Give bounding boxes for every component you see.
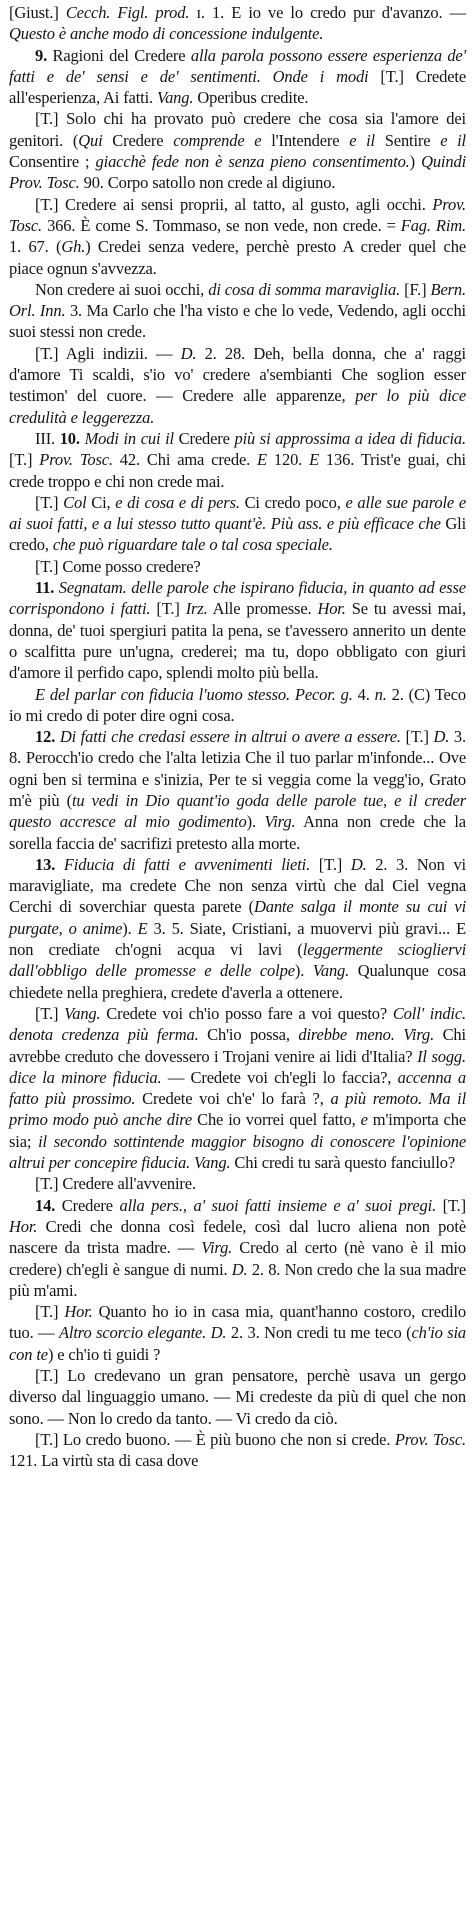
- entry-paragraph-p4: [9, 194, 466, 279]
- text-segment: Vang.: [64, 1003, 101, 1023]
- text-segment: 9.: [35, 45, 48, 65]
- text-segment: 14.: [35, 1195, 56, 1215]
- text-segment: ) Credei senza vedere, perchè presto A creder quel che piace ognun s'avvezza.: [9, 237, 466, 278]
- text-segment: Quanto ho io in casa mia, quant'hanno costoro, credilo tuo. —: [9, 1302, 467, 1343]
- entry-paragraph-p13: [9, 854, 466, 1003]
- text-segment: di cosa di somma maraviglia.: [208, 279, 401, 299]
- text-segment: [T.] Come posso credere?: [35, 556, 201, 576]
- entry-paragraph-p19: [9, 1429, 466, 1472]
- text-segment: n.: [374, 684, 387, 704]
- dictionary-entry-credere: [9, 2, 466, 1471]
- text-segment: Credete voi ch'io posso fare a voi questo?: [100, 1003, 393, 1023]
- text-segment: Hor.: [317, 599, 346, 619]
- text-segment: ɪ. 1. E io ve lo credo pur d'avanzo. —: [189, 3, 466, 22]
- text-segment: Hor.: [64, 1302, 93, 1322]
- text-segment: Virg.: [264, 812, 296, 832]
- text-segment: [T.]: [35, 1003, 65, 1023]
- text-segment: Non credere ai suoi occhi,: [35, 279, 209, 299]
- text-segment: Anna non crede che la sorella faccia de' sacrifizi pretesto alla morte.: [9, 812, 466, 853]
- text-segment: Coll' indic. denota credenza più ferma.: [9, 1003, 466, 1045]
- text-segment: accenna a fatto più prossimo.: [9, 1067, 467, 1109]
- entry-paragraph-p10: [9, 577, 466, 683]
- text-segment: Quindi Prov. Tosc.: [9, 152, 466, 193]
- text-segment: Vang.: [156, 88, 194, 108]
- text-segment: e alle sue parole e ai suoi fatti, e a lui stesso tutto quant'è. Più ass. e più efficace che: [9, 492, 467, 534]
- text-segment: comprende e: [173, 130, 262, 150]
- text-segment: ).: [122, 918, 138, 938]
- text-segment: Credete voi ch'e' lo farà ?,: [135, 1089, 331, 1109]
- text-segment: [T.]: [310, 854, 351, 874]
- text-segment: Ci,: [86, 492, 116, 512]
- text-segment: 366. È come S. Tommaso, se non vede, non crede. =: [42, 215, 401, 235]
- text-segment: Gh.: [61, 237, 86, 257]
- text-segment: Credo al certo (nè vano è il mio credere) ch'egli è sangue di numi.: [9, 1238, 466, 1279]
- text-segment: 2. 28. Deh, bella donna, che a' raggi d'amore Ti scaldi, s'io vo' credere a'sembianti Che soglion esser testimon' del cuore. — Credere alle apparenze,: [9, 343, 466, 406]
- text-segment: 2. 3. Non vi maravigliate, ma credete Che non senza virtù che dal Ciel vegna Cerchi di soverchiar questa parete (: [9, 854, 466, 917]
- text-segment: 11.: [35, 578, 55, 598]
- text-segment: 3. Ma Carlo che l'ha visto e che lo vede, Vedendo, agli occhi suoi stessi non crede.: [9, 301, 466, 342]
- entry-paragraph-p12: [9, 726, 466, 854]
- text-segment: Qualunque cosa chiedete nella preghiera, credete d'averla a ottenere.: [9, 961, 467, 1002]
- text-segment: [T.]: [436, 1195, 467, 1215]
- text-segment: 42. Chi ama crede.: [112, 450, 258, 470]
- text-segment: 4.: [352, 684, 375, 704]
- text-segment: Modi in cui il: [79, 428, 179, 448]
- text-segment: Prov. Tosc.: [9, 194, 466, 235]
- text-segment: Credere: [55, 1195, 120, 1215]
- text-segment: Credere: [102, 130, 174, 150]
- entry-paragraph-p2: [9, 45, 466, 109]
- entry-paragraph-p1: [9, 2, 466, 45]
- text-segment: [T.] Lo credevano un gran pensatore, perchè usava un gergo diverso dal linguaggio umano. — Mi credeste da più di quel che non sono. — Non lo credo da tanto. — Vi credo da ciò.: [9, 1366, 466, 1428]
- text-segment: [T.] Solo chi ha provato può credere che cosa sia l'amore dei genitori. (: [9, 109, 466, 150]
- text-segment: più si approssima a idea di fiducia.: [229, 428, 467, 448]
- text-segment: 90. Corpo satollo non crede al digiuno.: [79, 173, 336, 193]
- text-segment: [T.] Credete all'esperienza, Ai fatti.: [9, 66, 466, 108]
- text-segment: Consentire ;: [9, 152, 96, 172]
- text-segment: Qui: [78, 130, 103, 150]
- text-segment: Prov. Tosc.: [39, 450, 113, 470]
- text-segment: Operibus credite.: [193, 88, 309, 108]
- text-segment: ).: [294, 961, 313, 981]
- text-segment: 1. 67. (: [9, 237, 62, 257]
- text-segment: Di fatti che credasi essere in altrui o avere a essere.: [55, 727, 401, 747]
- text-segment: ) e ch'io ti guidi ?: [47, 1344, 161, 1364]
- text-segment: 3. 5. Siate, Cristiani, a muovervi più gravi... E non crediate ch'ogni acqua vi lavi (: [9, 918, 467, 960]
- text-segment: [T.]: [9, 450, 40, 470]
- text-segment: E: [137, 918, 148, 938]
- text-segment: Fag. Rim.: [400, 215, 466, 235]
- text-segment: il secondo sottintende maggior bisogno di conoscere l'opinione altrui per concepire fiducia. Vang.: [9, 1131, 467, 1173]
- entry-paragraph-p9: [9, 556, 466, 577]
- text-segment: Col: [63, 492, 87, 512]
- text-segment: Cecch. Figl. prod.: [65, 3, 190, 22]
- text-segment: III.: [35, 428, 60, 448]
- text-segment: [T.]: [150, 599, 186, 619]
- text-segment: e di cosa e di pers.: [115, 492, 240, 512]
- text-segment: 121. La virtù sta di casa dove: [9, 1451, 199, 1471]
- text-segment: Chi credi tu sarà questo fanciullo?: [230, 1153, 456, 1173]
- text-segment: Irz.: [185, 599, 208, 619]
- text-segment: Credi che donna così fedele, così dal lucro aliena non potè nascere da trista madre. —: [9, 1216, 466, 1258]
- text-segment: Questo è anche modo di concessione indulgente.: [9, 24, 324, 44]
- text-segment: l'Intendere: [261, 130, 350, 150]
- text-segment: Chi avrebbe creduto che dovessero i Trojani venire ai lidi d'Italia?: [9, 1025, 466, 1066]
- entry-paragraph-p8: [9, 492, 466, 556]
- text-segment: Ci credo poco,: [239, 492, 346, 512]
- text-segment: [T.]: [35, 1302, 65, 1322]
- text-segment: e il: [349, 130, 375, 150]
- text-segment: leggermente sciogliervi dall'obbligo delle promesse e delle colpe: [9, 940, 466, 981]
- text-segment: [T.] Agli indizii. —: [35, 343, 181, 363]
- text-segment: Gli credo,: [9, 514, 466, 555]
- text-segment: Ch'io possa,: [198, 1025, 299, 1045]
- text-segment: 12.: [35, 727, 56, 747]
- text-segment: [T.]: [400, 727, 434, 747]
- text-segment: 136. Trist'e guai, chi crede troppo e chi non crede mai.: [9, 450, 466, 491]
- text-segment: Altro scorcio elegante. D.: [59, 1323, 227, 1343]
- text-segment: ch'io sia con te: [9, 1323, 467, 1364]
- text-segment: 2. (C) Teco io mi credo di poter dire ogni cosa.: [9, 684, 466, 725]
- text-segment: Credere: [134, 45, 186, 65]
- text-segment: Il sogg. dice la minore fiducia.: [9, 1046, 466, 1087]
- text-segment: direbbe meno. Virg.: [298, 1025, 435, 1045]
- text-segment: 2. 3. Non credi tu me teco (: [226, 1323, 412, 1343]
- text-segment: alla pers., a' suoi fatti insieme e a' suoi pregi.: [119, 1195, 437, 1215]
- text-segment: tu vedi in Dio quant'io goda delle parole tue, e il creder questo accresce al mio godimento: [9, 790, 466, 832]
- entry-paragraph-p5: [9, 279, 466, 343]
- text-segment: che può riguardare tale o tal cosa speciale.: [52, 535, 333, 555]
- text-segment: e il: [440, 130, 466, 150]
- text-segment: [T.] Credere all'avvenire.: [35, 1174, 196, 1194]
- text-segment: 3. 8. Perocch'io credo che l'alta letizia Che il tuo parlar m'infonde... Ove ogni ben si termina e s'inizia, Per te si veggia come la vegg'io, Grato m'è più (: [9, 727, 466, 810]
- entry-paragraph-p6: [9, 343, 466, 428]
- text-segment: giacchè fede non è senza pieno consentimento.: [95, 152, 410, 172]
- entry-paragraph-p16: [9, 1195, 466, 1301]
- text-segment: Fiducia di fatti e avvenimenti lieti.: [55, 854, 311, 874]
- text-segment: ).: [246, 812, 265, 832]
- text-segment: [T.] Credere ai sensi proprii, al tatto, al gusto, agli occhi.: [35, 194, 433, 214]
- text-segment: Dante salga il monte su cui vi purgate, o anime: [9, 897, 467, 938]
- text-segment: a più remoto. Ma il primo modo può anche dire: [9, 1089, 467, 1130]
- text-segment: D.: [350, 854, 367, 874]
- text-segment: Ragioni del: [47, 45, 135, 65]
- text-segment: Vang.: [312, 961, 350, 981]
- entry-paragraph-p3: [9, 108, 466, 193]
- entry-paragraph-p11: [9, 684, 466, 727]
- text-segment: e: [360, 1110, 368, 1130]
- text-segment: per lo più dice credulità e leggerezza.: [9, 386, 466, 427]
- text-segment: D.: [433, 727, 450, 747]
- text-segment: m'importa che sia;: [9, 1110, 467, 1151]
- text-segment: 2. 8. Non credo che la sua madre più m'ami.: [9, 1259, 466, 1300]
- text-segment: [F.]: [400, 279, 431, 299]
- text-segment: 10.: [59, 428, 80, 448]
- text-segment: ): [409, 152, 422, 172]
- text-segment: Che io vorrei quel fatto,: [192, 1110, 361, 1130]
- text-segment: Se tu avessi mai, donna, de' tuoi spergiuri patita la pena, se t'avessero annerito un dente o scalfitta pure un'ugna, crederei; ma tu, dopo obbligato con giuri d'amore il perfido capo, splendi molto più bella.: [9, 599, 466, 683]
- text-segment: Pecor. g.: [294, 684, 353, 704]
- text-segment: D.: [180, 343, 197, 363]
- text-segment: E: [309, 450, 320, 470]
- entry-paragraph-p14: [9, 1003, 466, 1173]
- text-segment: Bern. Orl. Inn.: [9, 279, 466, 321]
- text-segment: alla parola possono essere esperienza de' fatti e de' sensi e de' sentimenti. Onde i modi: [9, 45, 466, 86]
- text-segment: E del parlar con fiducia l'uomo stesso.: [35, 684, 290, 704]
- entry-paragraph-p15: [9, 1173, 466, 1194]
- entry-paragraph-p18: [9, 1365, 466, 1429]
- text-segment: 120.: [266, 450, 310, 470]
- text-segment: Sentire: [374, 130, 441, 150]
- text-segment: Hor.: [9, 1216, 38, 1236]
- text-segment: E: [257, 450, 267, 470]
- text-segment: [Giust.]: [9, 3, 66, 22]
- text-segment: Segnatam. delle parole che ispirano fiducia, in quanto ad esse corrispondono i fatti.: [9, 578, 466, 619]
- entry-paragraph-p17: [9, 1301, 466, 1365]
- text-segment: [T.]: [35, 492, 64, 512]
- text-segment: 13.: [35, 854, 56, 874]
- text-segment: — Credete voi ch'egli lo faccia?,: [161, 1067, 398, 1087]
- text-segment: Virg.: [201, 1238, 233, 1258]
- text-segment: Credere: [178, 428, 230, 448]
- text-segment: Prov. Tosc.: [394, 1429, 466, 1449]
- entry-paragraph-p7: [9, 428, 466, 492]
- text-segment: Alle promesse.: [207, 599, 318, 619]
- text-segment: [T.] Lo credo buono. — È più buono che non si crede.: [35, 1429, 395, 1449]
- text-segment: D.: [231, 1259, 248, 1279]
